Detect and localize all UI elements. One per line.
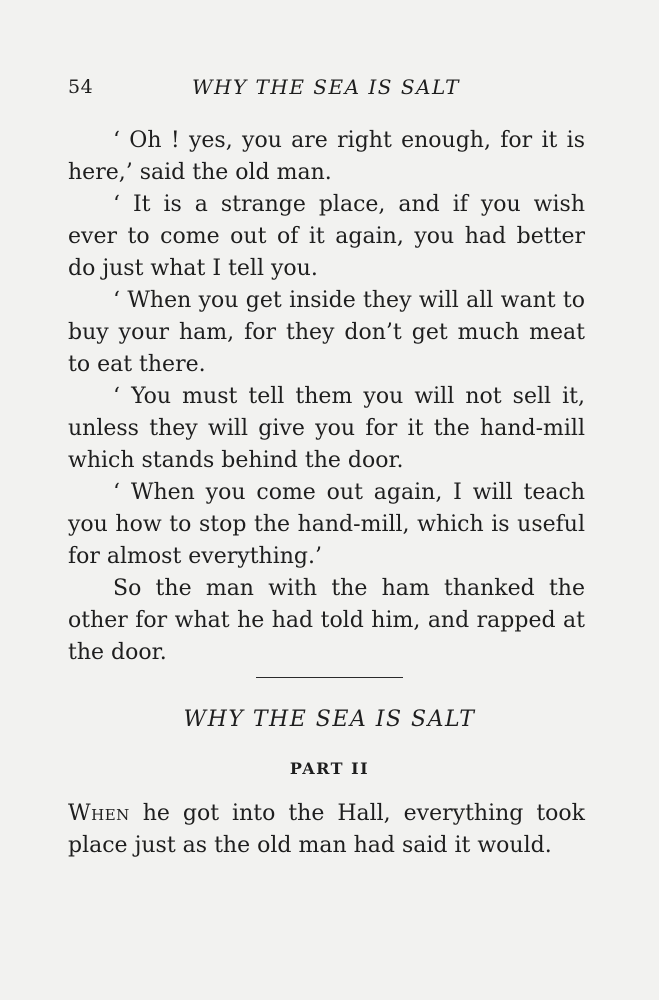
section-title: WHY THE SEA IS SALT <box>183 707 476 732</box>
paragraph: ‘ Oh ! yes, you are right enough, for it is here,’ said the old man. <box>68 128 585 185</box>
opening-word: When <box>68 801 130 826</box>
opening-text: he got into the Hall, everything took place just as the old man had said it would. <box>68 801 585 858</box>
page-number: 54 <box>68 76 94 98</box>
paragraph: So the man with the ham thanked the other for what he had told him, and rapped at the door. <box>68 576 585 665</box>
body-text <box>68 125 585 669</box>
section-body <box>68 798 585 862</box>
paragraph: ‘ When you get inside they will all want to buy your ham, for they don’t get much meat to eat there. <box>68 288 585 377</box>
running-header <box>68 76 588 104</box>
paragraph: ‘ When you come out again, I will teach you how to stop the hand-mill, which is useful for almost everything.’ <box>68 480 585 569</box>
part-heading: PART II <box>289 759 370 778</box>
paragraph: ‘ It is a strange place, and if you wish ever to come out of it again, you had better do just what I tell you. <box>68 192 585 281</box>
paragraph: ‘ You must tell them you will not sell it, unless they will give you for it the hand-mill which stands behind the door. <box>68 384 585 473</box>
section-divider <box>256 677 403 678</box>
running-title: WHY THE SEA IS SALT <box>192 75 460 99</box>
opening-paragraph <box>68 798 585 862</box>
